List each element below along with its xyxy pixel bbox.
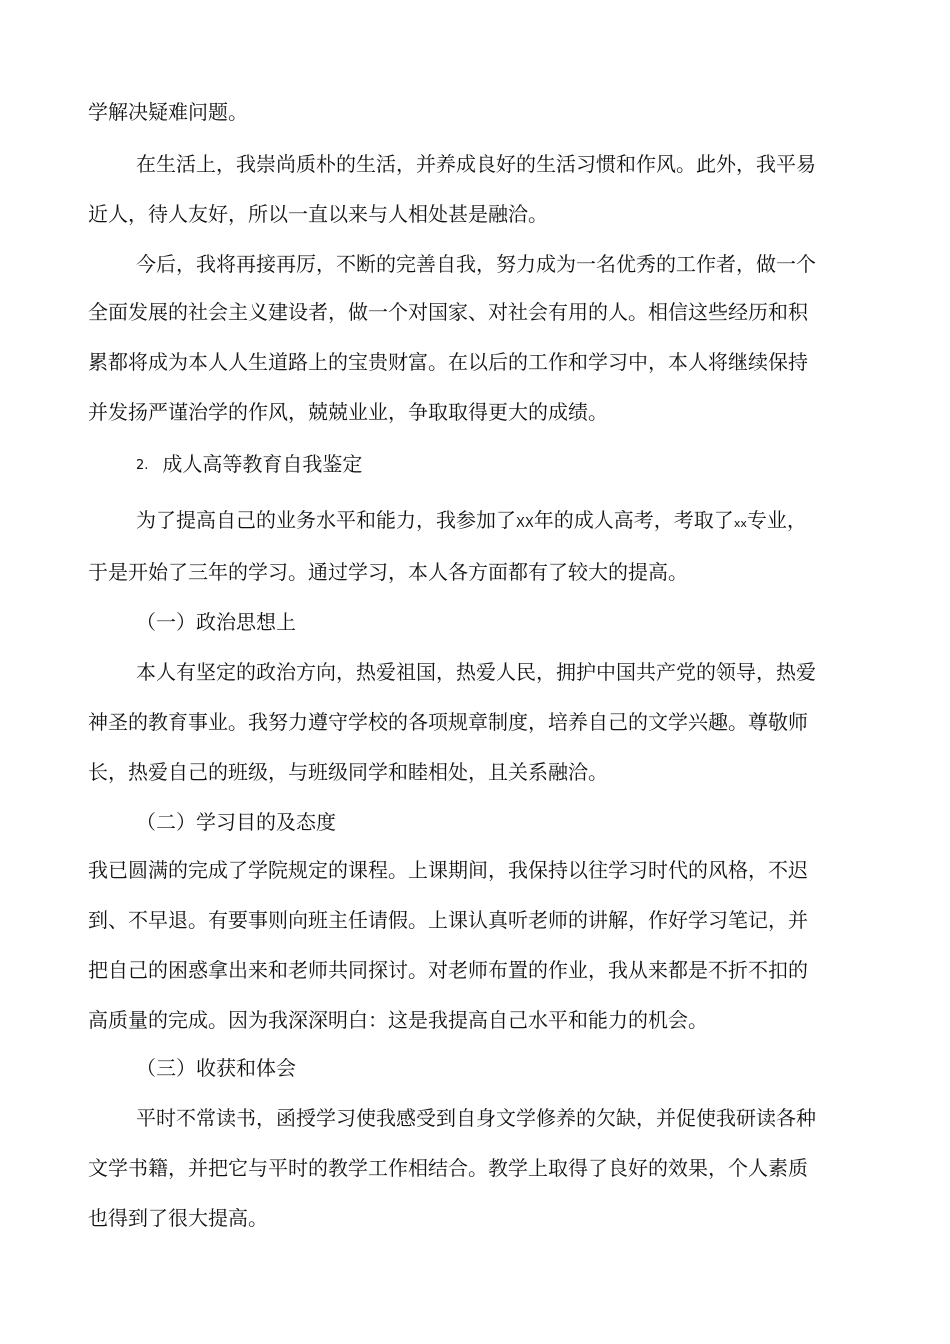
text-line-17: 平时不常读书，函授学习使我感受到自身文学修养的欠缺，并促使我研读各种 bbox=[136, 1106, 816, 1130]
section-heading-2: 2. 成人高等教育自我鉴定 bbox=[136, 452, 363, 476]
subheading-3: （三）收获和体会 bbox=[136, 1056, 296, 1080]
text-line-2: 在生活上，我崇尚质朴的生活，并养成良好的生活习惯和作风。此外，我平易 bbox=[136, 152, 816, 176]
text-line-7: 并发扬严谨治学的作风，兢兢业业，争取取得更大的成绩。 bbox=[88, 400, 608, 424]
text-line-3: 近人，待人友好，所以一直以来与人相处甚是融洽。 bbox=[88, 202, 548, 226]
list-number: 2. bbox=[136, 458, 149, 473]
text-line-1: 学解决疑难问题。 bbox=[88, 100, 248, 124]
subheading-1: （一）政治思想上 bbox=[136, 610, 296, 634]
subheading-2: （二）学习目的及态度 bbox=[136, 810, 336, 834]
text-line-11: 神圣的教育事业。我努力遵守学校的各项规章制度，培养自己的文学兴趣。尊敬师 bbox=[88, 710, 808, 734]
text-line-13: 我已圆满的完成了学院规定的课程。上课期间，我保持以往学习时代的风格，不迟 bbox=[88, 858, 808, 882]
text-line-6: 累都将成为本人人生道路上的宝贵财富。在以后的工作和学习中，本人将继续保持 bbox=[88, 350, 808, 374]
text-line-12: 长，热爱自己的班级，与班级同学和睦相处，且关系融洽。 bbox=[88, 760, 608, 784]
text-line-16: 高质量的完成。因为我深深明白：这是我提高自己水平和能力的机会。 bbox=[88, 1008, 708, 1032]
text-line-5: 全面发展的社会主义建设者，做一个对国家、对社会有用的人。相信这些经历和积 bbox=[88, 300, 808, 324]
text-line-10: 本人有坚定的政治方向，热爱祖国，热爱人民，拥护中国共产党的领导，热爱 bbox=[136, 660, 816, 684]
text-line-15: 把自己的困惑拿出来和老师共同探讨。对老师布置的作业，我从来都是不折不扣的 bbox=[88, 958, 808, 982]
text-line-8: 为了提高自己的业务水平和能力，我参加了XX年的成人高考，考取了xx专业， bbox=[136, 508, 807, 532]
text-line-4: 今后，我将再接再厉，不断的完善自我，努力成为一名优秀的工作者，做一个 bbox=[136, 252, 816, 276]
text-line-18: 文学书籍，并把它与平时的教学工作相结合。教学上取得了良好的效果，个人素质 bbox=[88, 1156, 808, 1180]
text-line-19: 也得到了很大提高。 bbox=[88, 1206, 268, 1230]
text-line-14: 到、不早退。有要事则向班主任请假。上课认真听老师的讲解，作好学习笔记，并 bbox=[88, 908, 808, 932]
text-line-9: 于是开始了三年的学习。通过学习，本人各方面都有了较大的提高。 bbox=[88, 560, 688, 584]
